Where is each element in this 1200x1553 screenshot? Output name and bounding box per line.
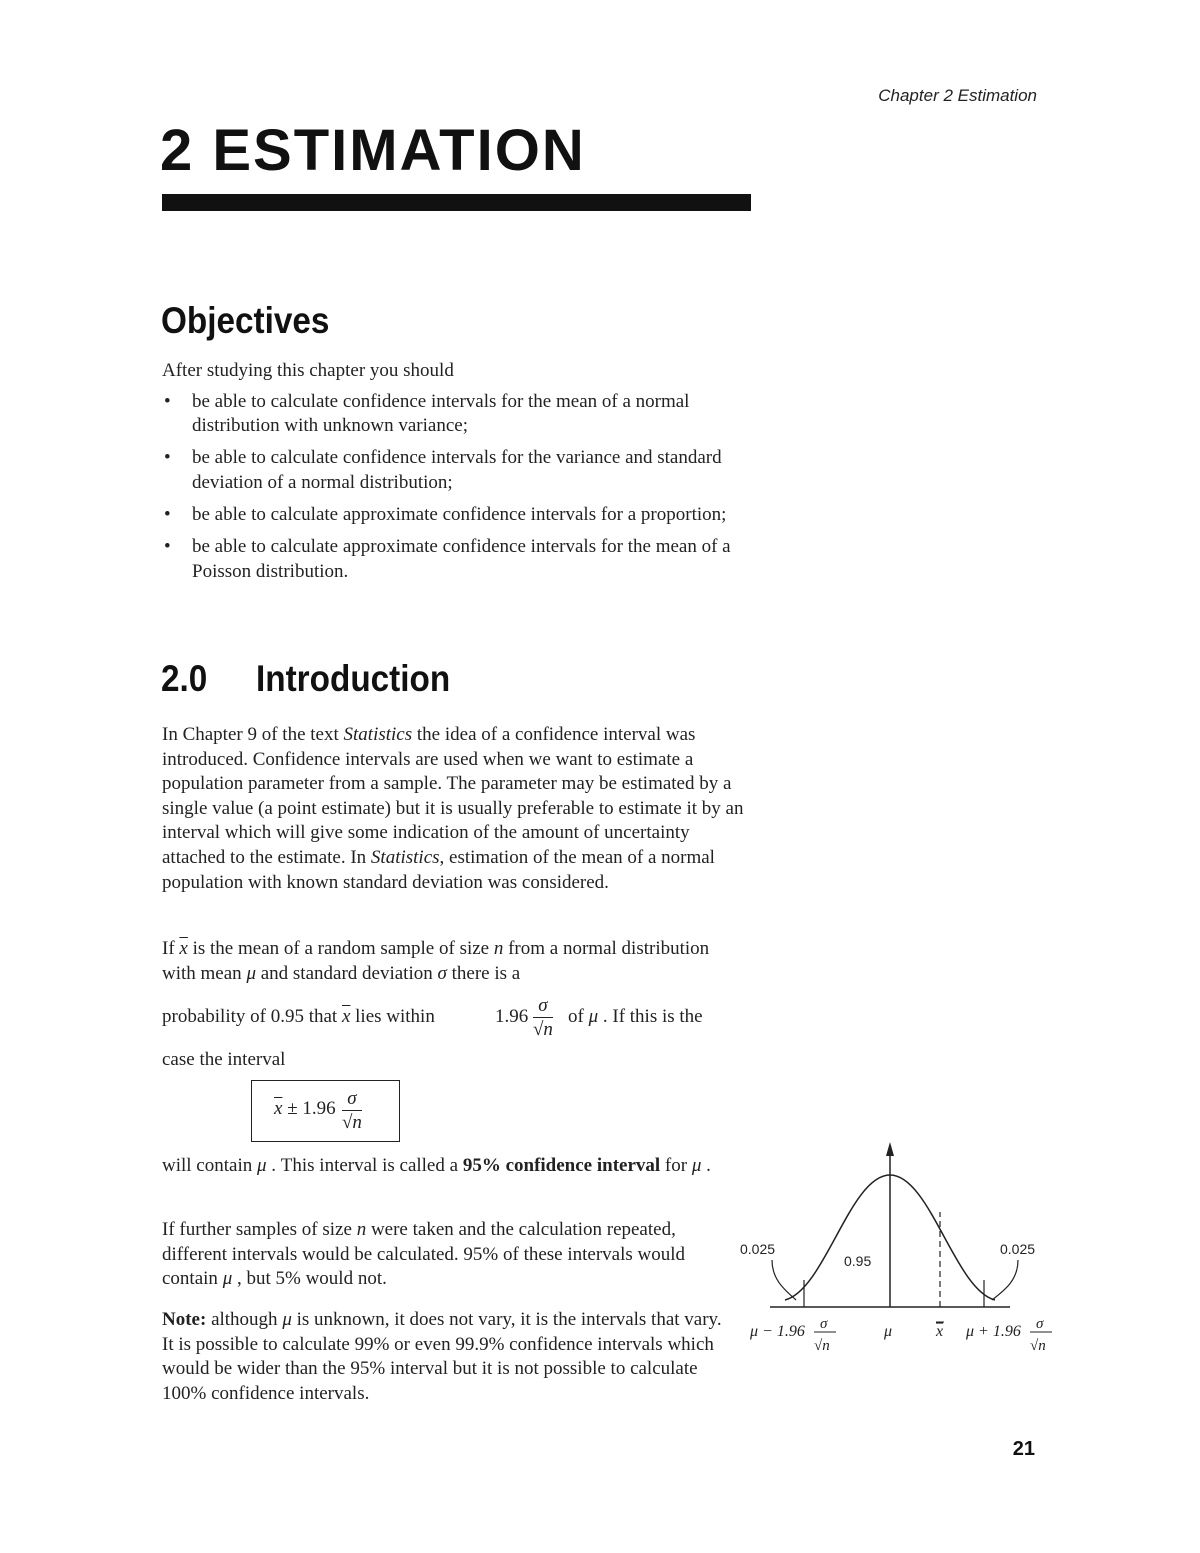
- upper-bound-label: μ + 1.96: [966, 1323, 1021, 1340]
- n-symbol: n: [493, 938, 504, 959]
- right-tail-label: 0.025: [1000, 1241, 1036, 1257]
- page-number: 21: [1012, 1438, 1035, 1460]
- sigma-over-root-n: [533, 996, 553, 1039]
- intro-paragraph-4: case the interval: [162, 1049, 286, 1070]
- intro-paragraph-7: Note: although μ is unknown, it does not vary, it is the intervals that vary. It is possible to calculate 99% or even 99.9% confidence intervals which would be wider than the 95% interval but it is not possible to calculate 100% confidence intervals.: [162, 1309, 722, 1404]
- intro-paragraph-3: probability of 0.95 that $\overline{x}$ lies within 1.96 $\frac{\sigma}{√n}$ of μ . If this is the: [162, 995, 703, 1040]
- mu-symbol: μ: [282, 1309, 292, 1330]
- section-title: Introduction: [256, 658, 451, 699]
- fraction-numerator: σ: [1036, 1316, 1044, 1332]
- arrow-head-icon: [886, 1142, 894, 1156]
- xbar-symbol: $\overline{x}$: [179, 938, 188, 959]
- n-symbol: n: [356, 1219, 367, 1240]
- emphasis-term: 95% confidence interval: [462, 1155, 661, 1176]
- mu-symbol: μ: [588, 1006, 599, 1027]
- xbar-symbol: $\overline{x}$: [274, 1098, 283, 1119]
- fraction-denominator: √n: [814, 1338, 830, 1354]
- center-area-label: 0.95: [844, 1253, 872, 1269]
- statistics-text-title: Statistics: [343, 724, 413, 745]
- fraction-numerator: σ: [820, 1316, 828, 1332]
- objective-item: • be able to calculate approximate confidence intervals for a proportion;: [162, 503, 752, 528]
- xbar-axis-label: x: [936, 1323, 944, 1340]
- objectives-list: [162, 390, 752, 585]
- running-head: Chapter 2 Estimation: [878, 86, 1037, 105]
- objective-item: • be able to calculate confidence intervals for the mean of a normal distribution with unknown variance;: [162, 390, 752, 439]
- confidence-interval-formula-box: [251, 1080, 400, 1142]
- chapter-title: 2 ESTIMATION: [160, 118, 586, 183]
- fraction-denominator: √n: [1030, 1338, 1046, 1354]
- intro-paragraph-1: In Chapter 9 of the text Statistics the idea of a confidence interval was introduced. Confidence intervals are used when we want to estimate a population parameter from a sample. The parameter may be estimated by a single value (a point estimate) but it is usually preferable to estimate it by an interval which will give some indication of the amount of uncertainty attached to the estimate. In Statistics, estimation of the mean of a normal population with known standard deviation was considered.: [162, 724, 744, 893]
- objective-item: • be able to calculate approximate confidence intervals for the mean of a Poisson distribution.: [162, 535, 752, 584]
- fraction-numerator: σ: [342, 1089, 362, 1111]
- mu-symbol: μ: [222, 1268, 233, 1290]
- lower-bound-label: μ − 1.96: [750, 1323, 805, 1340]
- title-rule: [162, 194, 751, 211]
- left-tail-label: 0.025: [740, 1241, 776, 1257]
- formula-lhs: $\overline{x} \pm 1.96$: [274, 1098, 336, 1119]
- intro-paragraph-6: If further samples of size n were taken and the calculation repeated, different intervals would be calculated. 95% of these intervals would contain μ , but 5% would not.: [162, 1219, 686, 1290]
- mu-symbol: μ: [256, 1155, 267, 1176]
- statistics-text-title: Statistics: [370, 846, 440, 868]
- sigma-over-root-n: [342, 1089, 362, 1132]
- sigma-symbol: σ: [437, 962, 447, 984]
- intro-paragraph-2: If $\overline{x}$ is the mean of a random sample of size n from a normal distribution with mean μ and standard deviation σ there is a: [162, 938, 710, 984]
- left-tail-pointer: [772, 1260, 796, 1300]
- coefficient: 1.96: [495, 1006, 529, 1027]
- fraction-numerator: σ: [533, 996, 553, 1018]
- xbar-symbol: $\overline{x}$: [341, 1006, 351, 1027]
- note-label: Note:: [162, 1309, 207, 1330]
- introduction-heading: [161, 660, 561, 697]
- objectives-block: [162, 359, 752, 592]
- intro-paragraph-5: will contain μ . This interval is called a 95% confidence interval for μ .: [162, 1155, 711, 1176]
- objective-item: • be able to calculate confidence intervals for the variance and standard deviation of a normal distribution;: [162, 446, 752, 495]
- section-number: 2.0: [161, 658, 208, 699]
- right-tail-pointer: [992, 1260, 1018, 1300]
- normal-distribution-figure: [730, 1130, 1070, 1370]
- mu-symbol: μ: [246, 962, 256, 984]
- fraction-denominator: √n: [533, 1019, 553, 1040]
- objectives-heading: Objectives: [161, 300, 330, 341]
- mu-axis-label: μ: [884, 1323, 893, 1340]
- fraction-denominator: √n: [342, 1112, 362, 1133]
- objectives-intro: After studying this chapter you should: [162, 360, 454, 381]
- mu-symbol: μ: [691, 1155, 702, 1176]
